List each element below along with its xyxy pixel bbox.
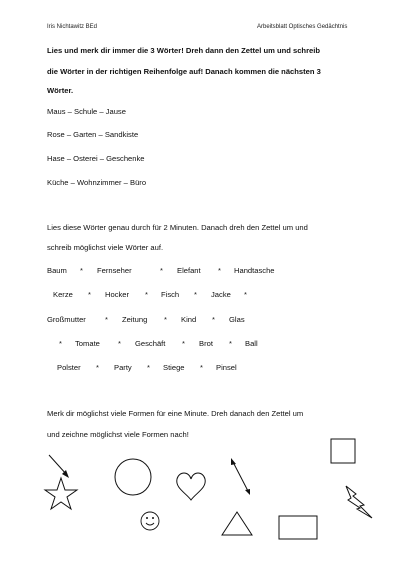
separator-star: * (118, 339, 121, 348)
author-name: Iris Nichtawitz BEd (47, 24, 98, 30)
separator-star: * (182, 339, 185, 348)
word: Baum (47, 266, 67, 275)
star-shape (45, 478, 77, 509)
lightning-shape (346, 486, 372, 518)
separator-star: * (212, 315, 215, 324)
word: Handtasche (234, 266, 275, 275)
instruction-line: und zeichne möglichst viele Formen nach! (47, 430, 189, 439)
word: Kind (181, 315, 197, 324)
separator-star: * (200, 363, 203, 372)
heart-shape (177, 473, 205, 500)
word: Kerze (53, 290, 73, 299)
word: Party (114, 363, 132, 372)
word: Geschäft (135, 339, 166, 348)
worksheet-title: Arbeitsblatt Optisches Gedächtnis (257, 24, 348, 30)
instruction-line: Lies diese Wörter genau durch für 2 Minuten. Danach dreh den Zettel um und (47, 223, 308, 232)
word: Tomate (75, 339, 100, 348)
instruction-line: Lies und merk dir immer die 3 Wörter! Dreh dann den Zettel um und schreib (47, 46, 321, 55)
word: Fernseher (97, 266, 132, 275)
smiley-shape (141, 512, 159, 530)
word: Polster (57, 363, 81, 372)
separator-star: * (229, 339, 232, 348)
square-shape (331, 439, 355, 463)
word: Brot (199, 339, 213, 348)
word: Zeitung (122, 315, 148, 324)
separator-star: * (96, 363, 99, 372)
separator-star: * (218, 266, 221, 275)
separator-star: * (164, 315, 167, 324)
separator-star: * (147, 363, 150, 372)
word: Elefant (177, 266, 201, 275)
separator-star: * (88, 290, 91, 299)
separator-star: * (80, 266, 83, 275)
word: Großmutter (47, 315, 86, 324)
separator-star: * (145, 290, 148, 299)
separator-star: * (59, 339, 62, 348)
word: Fisch (161, 290, 180, 299)
instruction-line: Merk dir möglichst viele Formen für eine Minute. Dreh danach den Zettel um (47, 409, 304, 418)
word: Stiege (163, 363, 185, 372)
rectangle-shape (279, 516, 317, 539)
word-group: Maus – Schule – Jause (47, 107, 126, 116)
instruction-line: die Wörter in der richtigen Reihenfolge auf! Danach kommen die nächsten 3 (47, 67, 321, 76)
arrow-shape (49, 455, 69, 478)
circle-shape (115, 459, 151, 495)
word: Ball (245, 339, 258, 348)
word: Jacke (211, 290, 231, 299)
separator-star: * (105, 315, 108, 324)
double-arrow-shape (231, 458, 250, 495)
instruction-line: Wörter. (47, 86, 74, 95)
separator-star: * (194, 290, 197, 299)
word-group: Hase – Osterei – Geschenke (47, 154, 145, 163)
word: Pinsel (216, 363, 237, 372)
word-group: Küche – Wohnzimmer – Büro (47, 178, 147, 187)
separator-star: * (160, 266, 163, 275)
separator-star: * (244, 290, 247, 299)
word: Glas (229, 315, 245, 324)
word: Hocker (105, 290, 130, 299)
triangle-shape (222, 512, 252, 535)
word-group: Rose – Garten – Sandkiste (47, 130, 139, 139)
instruction-line: schreib möglichst viele Wörter auf. (47, 243, 164, 252)
